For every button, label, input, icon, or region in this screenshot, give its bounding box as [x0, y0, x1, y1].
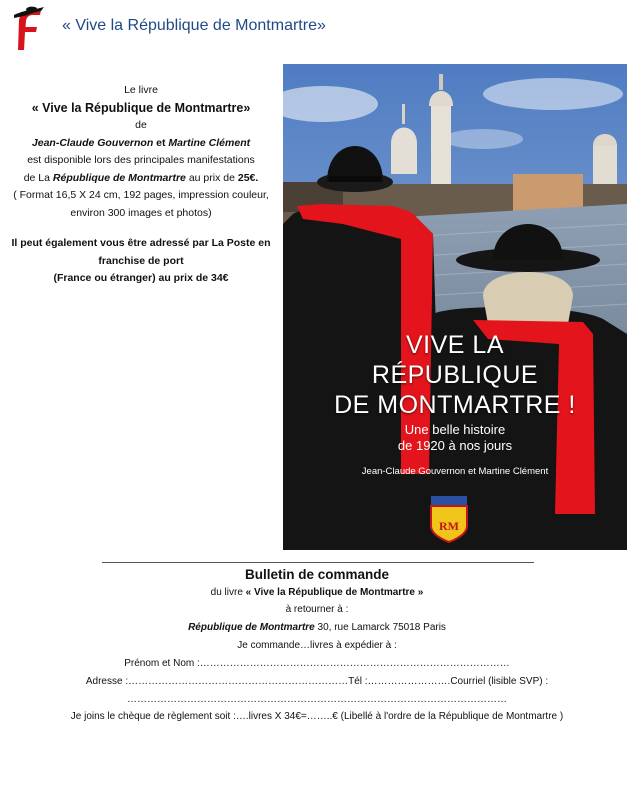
cover-text — [283, 64, 627, 550]
order-field-payment[interactable]: Je joins le chèque de règlement soit :….livres X 34€=……..€ (Libellé à l'ordre de la République de Montmartre ) — [70, 711, 564, 722]
cover-authors: Jean-Claude Gouvernon et Martine Clément — [361, 466, 549, 477]
order-field-address-continued[interactable]: …………………………………………………………………………………………………… — [127, 694, 507, 705]
order-line-return: à retourner à : — [285, 604, 349, 615]
desc-availability: est disponible lors des principales manifestations — [27, 154, 255, 166]
desc-format: ( Format 16,5 X 24 cm, 192 pages, impression couleur, — [13, 189, 269, 201]
desc-post-line-3: (France ou étranger) au prix de 34€ — [53, 272, 229, 284]
authors-and: et — [153, 136, 169, 149]
order-address-rest: 30, rue Lamarck 75018 Paris — [314, 622, 446, 633]
cover-title-line-3: DE MONTMARTRE ! — [334, 391, 576, 419]
logo-icon — [10, 6, 50, 52]
author-1: Jean-Claude Gouvernon — [31, 136, 154, 149]
order-book-pre: du livre — [210, 587, 246, 598]
desc-book-title: « Vive la République de Montmartre» — [31, 100, 251, 115]
page-header — [0, 0, 634, 56]
header-title: « Vive la République de Montmartre» — [62, 17, 326, 34]
order-line-command: Je commande…livres à expédier à : — [237, 640, 397, 651]
order-form-title: Bulletin de commande — [244, 567, 390, 582]
price-line-republique: République de Montmartre — [52, 171, 186, 184]
cover-title-line-1: VIVE LA — [406, 331, 504, 359]
desc-price-line — [10, 170, 272, 188]
svg-text:RM: RM — [439, 519, 459, 533]
order-line-address — [0, 622, 634, 633]
price-line-mid: au prix de — [185, 171, 238, 184]
book-description — [10, 82, 272, 288]
desc-line-le-livre: Le livre — [124, 84, 158, 96]
price-line-pre: de La — [23, 171, 53, 184]
order-address-name: République de Montmartre — [188, 622, 315, 633]
order-field-address-phone-email[interactable]: Adresse :…………………………………………………………Tél :…………………….Courriel (lisible SVP) : — [85, 676, 549, 687]
desc-authors — [10, 135, 272, 153]
price-value: 25€. — [237, 171, 259, 184]
cover-title-line-2: RÉPUBLIQUE — [371, 361, 539, 389]
order-line-book — [0, 587, 634, 598]
desc-images: environ 300 images et photos) — [70, 206, 212, 219]
section-divider — [102, 562, 534, 563]
order-field-name[interactable]: Prénom et Nom :………………………………………………………………………………… — [124, 658, 510, 669]
desc-post-line-2: franchise de port — [98, 254, 184, 267]
cover-subtitle-line-1: Une belle histoire — [404, 422, 506, 437]
desc-line-de: de — [135, 119, 147, 131]
author-2: Martine Clément — [168, 136, 251, 149]
order-book-title: « Vive la République de Montmartre » — [245, 587, 424, 598]
desc-post-line-1: Il peut également vous être adressé par La Poste en — [11, 237, 271, 249]
book-cover-image — [283, 64, 627, 550]
cover-subtitle-line-2: de 1920 à nos jours — [397, 438, 513, 453]
